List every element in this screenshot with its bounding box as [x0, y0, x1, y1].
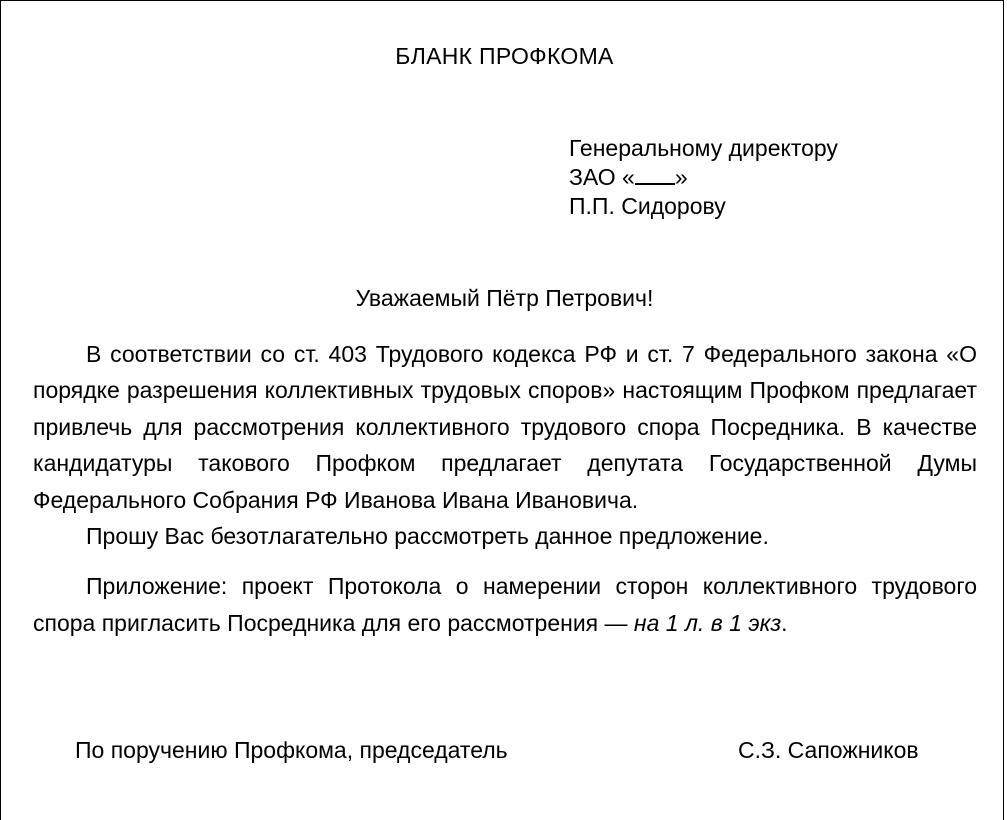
- attachment-end: .: [781, 609, 788, 636]
- attachment-paragraph: [33, 568, 977, 641]
- addressee-position: Генеральному директору: [569, 135, 838, 161]
- body-paragraph: В соответствии со ст. 403 Трудового кодекса РФ и ст. 7 Федерального закона «О порядке разрешения коллективных трудовых споров» настоящим Профком предлагает привлечь для рассмотрения коллективного трудового спора Посредника. В качестве кандидатуры такового Профком предлагает депутата Государственной Думы Федерального Собрания РФ Иванова Ивана Ивановича.: [33, 341, 977, 513]
- attachment-text: Приложение: проект Протокола о намерении сторон коллективного трудового спора пригласить Посредника для его рассмотрения —: [33, 573, 977, 636]
- addressee-company-suffix: »: [674, 164, 688, 190]
- addressee-block: [569, 134, 838, 221]
- letterhead-title: БЛАНК ПРОФКОМА: [395, 43, 614, 69]
- signatory-name: С.З. Сапожников: [738, 737, 919, 763]
- request-paragraph: Прошу Вас безотлагательно рассмотреть данное предложение.: [86, 523, 769, 550]
- addressee-company-prefix: ЗАО «: [569, 164, 635, 190]
- salutation: Уважаемый Пётр Петрович!: [355, 285, 654, 311]
- letter-body: [33, 336, 977, 641]
- addressee-company: [569, 163, 838, 192]
- addressee-name: П.П. Сидорову: [569, 193, 726, 219]
- attachment-copies: на 1 л. в 1 экз: [633, 609, 782, 636]
- company-name-blank: [635, 164, 675, 185]
- signoff-line: По поручению Профкома, председатель: [75, 737, 508, 763]
